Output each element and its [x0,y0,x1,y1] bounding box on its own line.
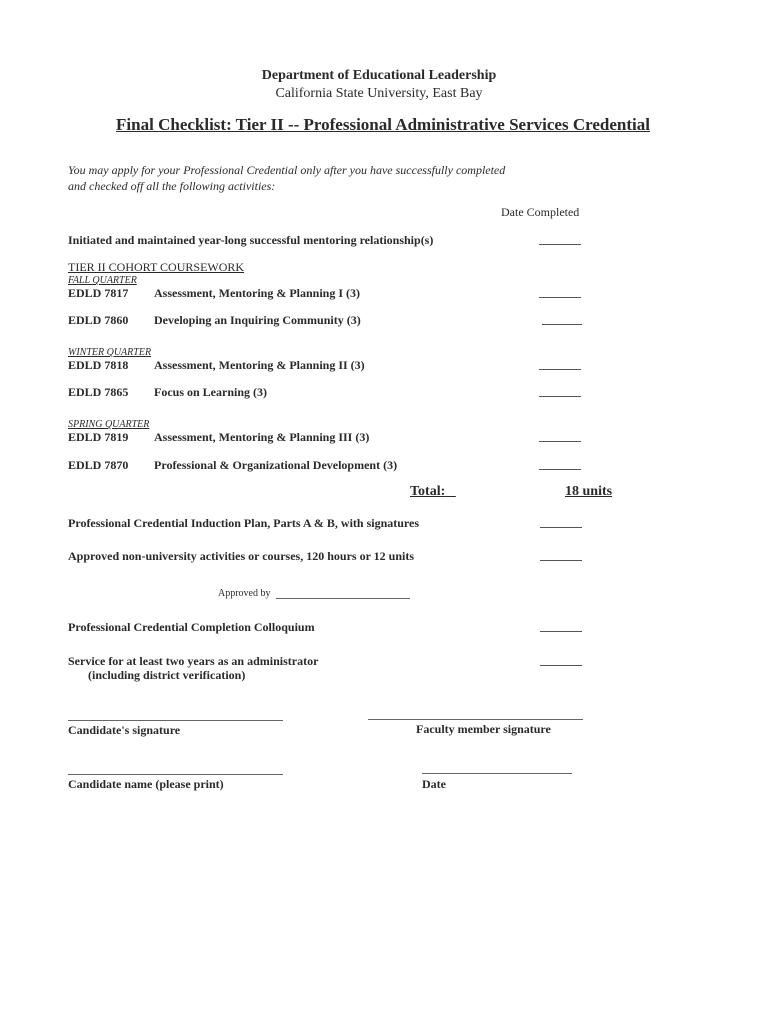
candidate-signature-line[interactable] [68,720,283,721]
course-name: Assessment, Mentoring & Planning II (3) [154,358,365,372]
total-value: 18 units [565,484,613,499]
date-completed-header: Date Completed [501,205,580,219]
faculty-signature-line[interactable] [368,719,583,720]
colloquium-date-line[interactable] [540,631,582,632]
mentoring-item: Initiated and maintained year-long successful mentoring relationship(s) [68,233,434,247]
faculty-signature-label: Faculty member signature [416,722,551,736]
spring-quarter-label: SPRING QUARTER [68,419,150,430]
course-code: EDLD 7818 [68,358,129,372]
mentoring-date-line[interactable] [539,244,581,245]
course-name: Assessment, Mentoring & Planning I (3) [154,286,360,300]
course-code: EDLD 7817 [68,286,129,300]
candidate-signature-label: Candidate's signature [68,723,181,737]
coursework-heading: TIER II COHORT COURSEWORK [68,260,245,274]
approved-by-line[interactable] [276,598,410,599]
candidate-name-label: Candidate name (please print) [68,777,224,791]
course-code: EDLD 7819 [68,430,129,444]
course-date-line[interactable] [539,396,581,397]
date-label: Date [422,777,446,791]
course-date-line[interactable] [539,441,581,442]
course-date-line[interactable] [539,369,581,370]
winter-quarter-label: WINTER QUARTER [68,347,152,358]
course-name: Focus on Learning (3) [154,385,268,399]
course-code: EDLD 7870 [68,458,129,472]
intro-line-1: You may apply for your Professional Credential only after you have successfully completed [68,163,506,177]
non-university-date-line[interactable] [540,560,582,561]
service-item-line-1: Service for at least two years as an administrator [68,654,319,668]
induction-plan-item: Professional Credential Induction Plan, Parts A & B, with signatures [68,516,420,530]
course-date-line[interactable] [539,297,581,298]
course-name: Assessment, Mentoring & Planning III (3) [154,430,370,444]
page-title: Final Checklist: Tier II -- Professional Administrative Services Credential [116,115,650,134]
total-label: Total: [410,484,446,499]
service-item-line-2: (including district verification) [88,668,246,682]
service-date-line[interactable] [540,665,582,666]
date-line[interactable] [422,773,572,774]
course-code: EDLD 7860 [68,313,129,327]
intro-line-2: and checked off all the following activities: [68,179,276,193]
course-name: Professional & Organizational Development (3) [154,458,398,472]
university-name: California State University, East Bay [275,86,483,101]
colloquium-item: Professional Credential Completion Colloquium [68,620,315,634]
non-university-item: Approved non-university activities or courses, 120 hours or 12 units [68,549,415,563]
course-name: Developing an Inquiring Community (3) [154,313,361,327]
approved-by-label: Approved by [218,588,271,599]
fall-quarter-label: FALL QUARTER [68,275,137,286]
course-date-line[interactable] [542,324,582,325]
course-date-line[interactable] [539,469,581,470]
course-code: EDLD 7865 [68,385,129,399]
department-title: Department of Educational Leadership [261,68,497,83]
candidate-name-line[interactable] [68,774,283,775]
induction-date-line[interactable] [540,527,582,528]
